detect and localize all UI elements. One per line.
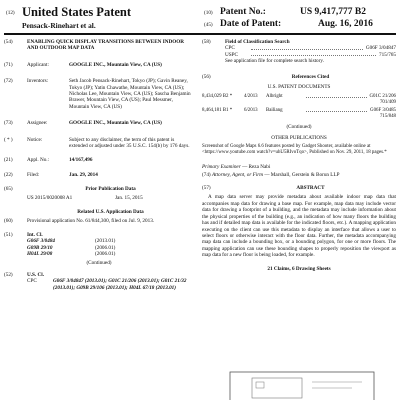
title-code: (54) <box>4 39 13 45</box>
field-code: (58) <box>202 39 211 45</box>
invention-title: ENABLING QUICK DISPLAY TRANSITIONS BETWEEN INDOOR AND OUTDOOR MAP DATA <box>27 39 185 52</box>
filed-label: Filed: <box>27 171 40 178</box>
reference-number: 8,464,181 B1 * <box>202 108 233 114</box>
us-cl-code: (52) <box>4 271 13 278</box>
notice-code: ( * ) <box>4 136 13 143</box>
provisional-text: Provisional application No. 61/844,300, filed on Jul. 9, 2013. <box>27 217 155 224</box>
field-uspc-dots <box>251 52 376 56</box>
us-cl-cpc-text: G06F 3/04847 (2013.01); G01C 21/206 (2013.01); G01C 21/32 (2013.01); G09B 29/106 (2013.01); H04L 67/18 (2013.01) <box>53 278 187 291</box>
applicant-value: GOOGLE INC., Mountain View, CA (US) <box>69 61 162 68</box>
notice-value: Subject to any disclaimer, the term of this patent is extended or adjusted under 35 U.S.C. 154(b) by 176 days. <box>69 136 190 150</box>
int-cl-list <box>4 238 194 257</box>
us-docs-heading: U.S. PATENT DOCUMENTS <box>267 84 331 91</box>
field-note: See application file for complete search history. <box>225 58 324 65</box>
abstract-code: (57) <box>202 185 211 192</box>
prior-pub-heading-row <box>4 186 194 192</box>
attorney-label: Attorney, Agent, or Firm <box>211 171 264 178</box>
refs-heading: References Cited <box>291 73 330 80</box>
reference-number: 8,434,029 B2 * <box>202 94 233 100</box>
provisional-section <box>4 218 194 224</box>
examiner-line <box>202 164 396 170</box>
attorney-line <box>202 172 396 178</box>
related-data-heading: Related U.S. Application Data <box>77 209 144 216</box>
prior-pub-heading: Prior Publication Data <box>85 186 136 193</box>
patent-date: Aug. 16, 2016 <box>318 19 373 29</box>
reference-name: Albright <box>266 94 283 100</box>
examiner-label: Primary Examiner <box>202 164 241 171</box>
prior-code: (65) <box>4 186 13 193</box>
reference-subclass: 701/409 <box>379 100 396 106</box>
code-10: (10) <box>204 10 213 16</box>
abstract-heading: ABSTRACT <box>296 185 325 192</box>
attorney-code: (74) <box>202 171 211 178</box>
applicant-section <box>4 62 194 68</box>
references-table <box>202 94 396 120</box>
us-cl-cpc-label: CPC <box>27 278 37 285</box>
drawing-figure <box>222 368 382 400</box>
title-section <box>4 39 194 52</box>
inventors-label: Inventors: <box>27 78 49 85</box>
appl-number: 14/167,496 <box>69 157 93 164</box>
field-uspc-value: 715/765 <box>378 51 396 58</box>
inventor-line: Pensack-Rinehart et al. <box>22 21 96 30</box>
assignee-code: (73) <box>4 120 13 127</box>
code-45: (45) <box>204 22 213 28</box>
us-cl-label: U.S. Cl. <box>27 271 45 278</box>
prior-pub-row <box>4 195 194 201</box>
us-cl-cpc-row <box>4 278 194 291</box>
reference-class: G01C 21/206 <box>369 94 396 100</box>
code-12: (12) <box>6 10 15 16</box>
int-cl-version: (2013.01) <box>95 238 116 245</box>
inventors-code: (72) <box>4 78 13 85</box>
patent-number: US 9,417,777 B2 <box>300 7 366 17</box>
refs-continued: (Continued) <box>286 124 312 131</box>
applicant-label: Applicant: <box>27 61 49 68</box>
reference-name: Bailiang <box>266 108 283 114</box>
reference-dots <box>306 94 367 98</box>
applicant-code: (71) <box>4 61 13 68</box>
provisional-code: (60) <box>4 217 13 224</box>
reference-class: G06F 3/0485 <box>370 108 396 114</box>
figure-small-box <box>256 382 264 388</box>
right-column <box>202 39 396 272</box>
reference-subclass: 715/848 <box>379 114 396 120</box>
abstract-text: A map data server may provide metadata about available indoor map data that accompanies map data for drawing a base map. For example, map data may include vector data for drawing a footprint of a building, and the metadata may include information about the physical properties of the building (e.g., an indication of how many floors the building has and if detailed map data is available for the indicated floors, etc.). A mapping application executing on the client can use this metadata to display an interface that allows a user to select floors or otherwise interact with the floor data. Further, the metadata accompanying map data can include a bounding box, or a bounding polygon, for one or more floors. The mapping application can use these bounding shapes to properly reposition the viewport as map data for a new floor is being loaded, for example. <box>202 194 396 259</box>
int-cl-class: G06F 3/0484 <box>27 238 56 245</box>
other-pubs-heading: OTHER PUBLICATIONS <box>271 134 327 141</box>
left-column <box>4 39 194 291</box>
int-cl-label: Int. Cl. <box>27 231 43 238</box>
field-cpc-dots <box>251 45 363 49</box>
refs-code: (56) <box>202 73 211 80</box>
int-cl-row <box>4 251 194 257</box>
field-cpc-label: CPC <box>225 45 235 52</box>
reference-date: 4/2013 <box>244 94 258 100</box>
int-cl-version: (2006.01) <box>95 244 116 251</box>
inventors-value: Seth Jacob Pensack-Rinehart, Tokyo (JP); Gavin Reaney, Tokyo (JP); Yatin Chawathe, Mountain View, CA (US); Nicholas Lee, Mountain View, CA (US); Sascha Benjamin Brawer, Mountain View, CA (US); Paul Messmer, Mountain View, CA (US) <box>69 78 191 110</box>
refs-heading-row <box>202 74 396 80</box>
filed-section <box>4 172 194 178</box>
field-note-row <box>202 58 396 64</box>
attorney-name: — Marshall, Gerstein & Borun LLP <box>264 171 340 178</box>
inventors-section <box>4 78 194 110</box>
filed-date: Jan. 29, 2014 <box>69 171 98 178</box>
field-search-heading: Field of Classification Search <box>225 39 290 45</box>
prior-pub-number: US 2015/0020008 A1 <box>27 194 73 201</box>
examiner-name: — Reza Nabi <box>242 164 271 171</box>
header-rule <box>4 33 396 35</box>
filed-code: (22) <box>4 171 13 178</box>
int-cl-code: (51) <box>4 231 13 238</box>
assignee-label: Assignee: <box>27 120 48 127</box>
field-uspc-label: USPC <box>225 51 238 58</box>
appl-label: Appl. No.: <box>27 157 50 164</box>
assignee-value: GOOGLE INC., Mountain View, CA (US) <box>69 120 162 127</box>
assignee-section <box>4 120 194 126</box>
claims-line: 21 Claims, 6 Drawing Sheets <box>267 265 331 272</box>
patent-no-label: Patent No.: <box>220 7 266 17</box>
field-cpc-value: G06F 3/04847 <box>365 45 396 52</box>
reference-dots <box>306 108 367 112</box>
int-cl-version: (2006.01) <box>95 251 116 258</box>
reference-date: 6/2013 <box>244 108 258 114</box>
int-cl-class: G09B 29/10 <box>27 244 53 251</box>
abstract-heading-row <box>202 185 396 191</box>
int-cl-class: H04L 29/08 <box>27 251 53 258</box>
appl-no-section <box>4 157 194 163</box>
appl-code: (21) <box>4 157 13 164</box>
other-publication: Screenshot of Google Maps 6.6 features posted by Gadget Shooter, available online at <https://www.youtube.com watch?v=uhU5RIvoTqo>, Published on Nov. 29, 2011, 18 pages.* <box>202 144 387 156</box>
notice-label: Notice: <box>27 136 43 143</box>
figure-sketch <box>222 368 382 400</box>
date-label: Date of Patent: <box>220 19 282 29</box>
int-cl-continued: (Continued) <box>86 259 112 266</box>
prior-pub-date: Jan. 15, 2015 <box>115 194 143 201</box>
notice-section <box>4 137 194 150</box>
doc-type-title: United States Patent <box>22 5 132 19</box>
